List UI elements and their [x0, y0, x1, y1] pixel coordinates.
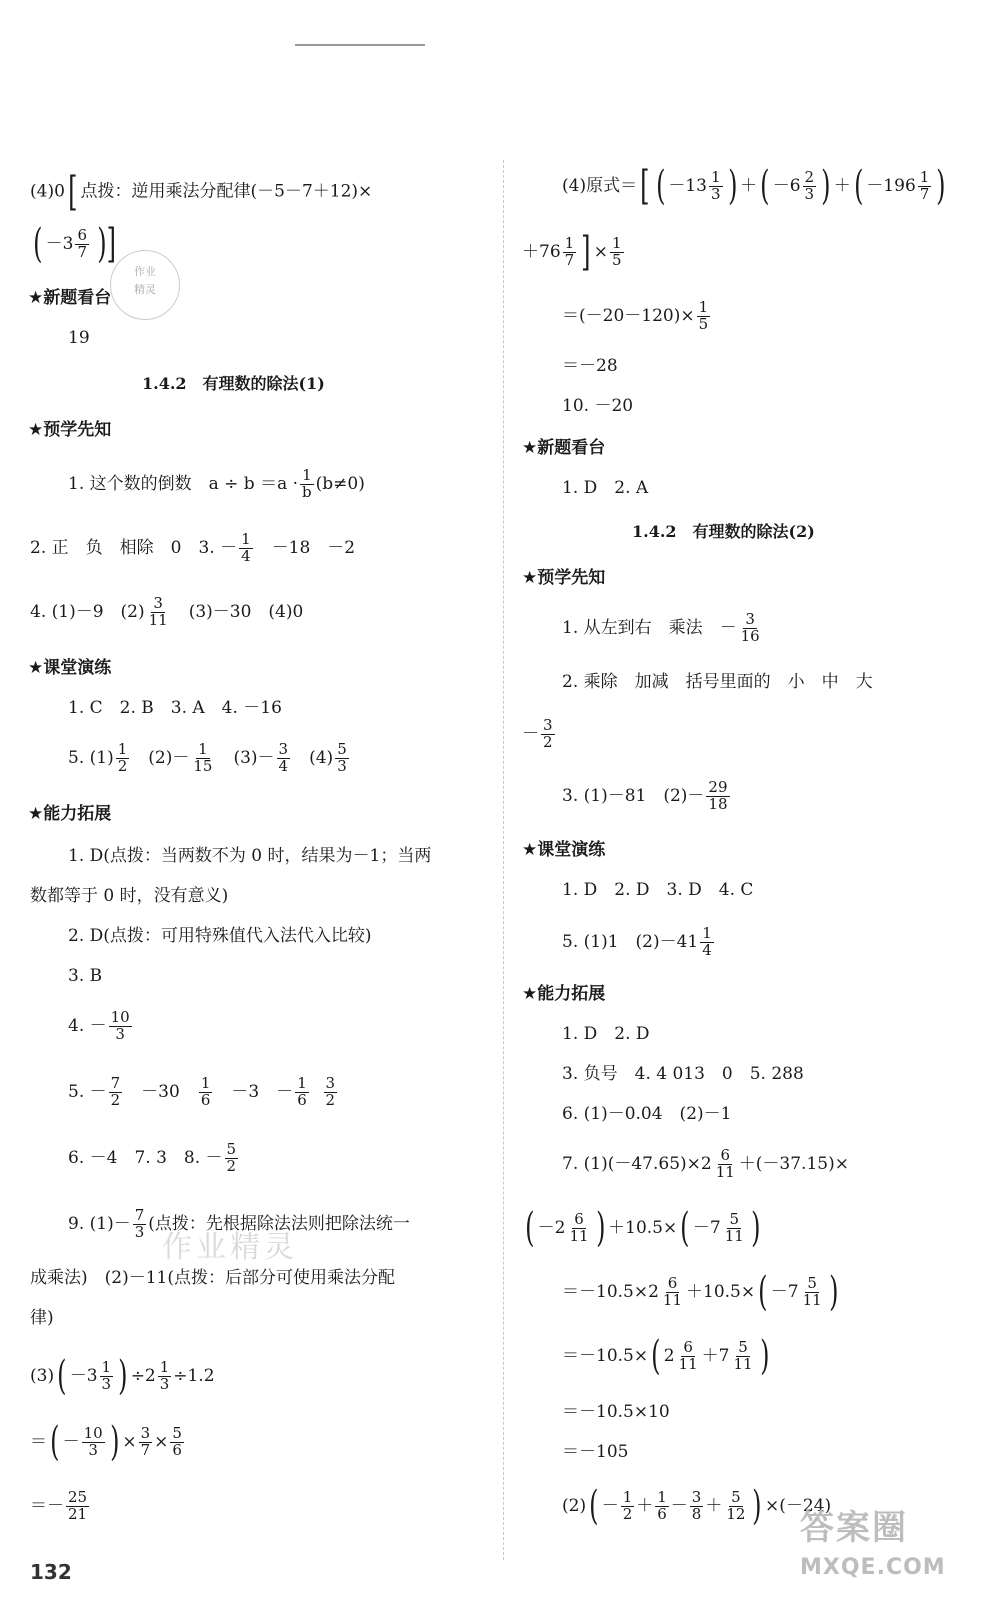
equation-line: (3)( －3 $\frac{1}{3}$ ) ÷2 $\frac{1}{3}$ ÷1.2: [30, 1353, 215, 1400]
fraction: $\frac{6}{11}$: [715, 1146, 735, 1181]
fraction: $\frac{5}{3}$: [337, 740, 347, 775]
fraction: $\frac{5}{2}$: [226, 1140, 237, 1175]
fraction: $\frac{1}{4}$: [241, 530, 251, 565]
fraction: $\frac{6}{7}$: [77, 226, 87, 261]
answer-line: 1. D 2. D 3. D 4. C: [562, 880, 754, 900]
fraction: $\frac{25}{21}$: [68, 1488, 88, 1523]
fraction: $\frac{1}{3}$: [710, 168, 721, 203]
right-column: [506, 0, 996, 1600]
answer-line: 5. (1) $\frac{1}{2}$ (2)－ $\frac{1}{15}$ (3)－ $\frac{3}{4}$ (4) $\frac{5}{3}$: [68, 740, 347, 775]
answer-line: 成乘法) (2)－11(点拨：后部分可使用乘法分配: [30, 1268, 395, 1288]
fraction: $\frac{1}{4}$: [702, 924, 712, 959]
watermark: 作业精灵: [162, 1230, 298, 1265]
fraction: $\frac{1}{2}$: [622, 1488, 633, 1523]
answer-line: 3. (1)－81 (2)－ $\frac{29}{18}$: [562, 778, 728, 813]
answer-line: 2. 正 负 相除 0 3. － $\frac{1}{4}$ －18 －2: [30, 530, 356, 565]
answer-line: 数都等于 0 时，没有意义): [30, 886, 229, 906]
bracket-open: [: [68, 169, 78, 215]
site-logo: [800, 1500, 990, 1595]
answer-line: 律): [30, 1308, 54, 1328]
fraction: $\frac{3}{16}$: [740, 610, 760, 645]
fraction: $\frac{5}{12}$: [726, 1488, 746, 1523]
section-heading: ★能力拓展: [28, 804, 112, 824]
fraction: $\frac{3}{8}$: [691, 1488, 702, 1523]
equation-line: (2)( － $\frac{1}{2}$ ＋ $\frac{1}{6}$ － $\frac{3}{8}$ ＋ $\frac{5}{12}$ ) ×(－24): [562, 1483, 832, 1530]
equation-line: ＝( － $\frac{10}{3}$ ) × $\frac{3}{7}$ × $\frac{5}{6}$: [30, 1419, 182, 1466]
answer-line: 1. D(点拨：当两数不为 0 时，结果为－1；当两: [68, 846, 432, 866]
equation-line: ＝－10.5×( 2 $\frac{6}{11}$ ＋7 $\frac{5}{11}$ ): [562, 1333, 770, 1380]
fraction: $\frac{3}{11}$: [148, 594, 168, 629]
logo-text: 答案圈: [800, 1508, 908, 1548]
fraction: $\frac{1}{2}$: [117, 740, 128, 775]
answer-line: 19: [68, 328, 90, 348]
equation-line: ＝－10.5×2 $\frac{6}{11}$ ＋10.5×( －7 $\frac{5}{11}$ ): [562, 1269, 839, 1316]
answer-line: 4. － $\frac{10}{3}$: [68, 1008, 130, 1043]
fraction: $\frac{6}{11}$: [569, 1210, 589, 1245]
answer-line: 2. 乘除 加减 括号里面的 小 中 大: [562, 672, 873, 692]
equation-line: ( －2 $\frac{6}{11}$ ) ＋10.5×( －7 $\frac{5}{11}$ ): [525, 1205, 761, 1252]
lesson-title: 1.4.2 有理数的除法(2): [632, 522, 815, 541]
answer-line: 3. 负号 4. 4 013 0 5. 288: [562, 1064, 804, 1084]
answer-4-line: [30, 169, 373, 215]
fraction: $\frac{1}{b}$: [302, 466, 312, 501]
fraction: $\frac{10}{3}$: [110, 1008, 130, 1043]
fraction: $\frac{6}{11}$: [678, 1338, 698, 1373]
equation-line: ＝－ $\frac{25}{21}$: [30, 1488, 88, 1523]
answer-line: 5. － $\frac{7}{2}$ －30 $\frac{1}{6}$ －3 － $\frac{1}{6}$ $\frac{3}{2}$: [68, 1074, 336, 1109]
text: －3: [45, 233, 74, 254]
fraction: $\frac{1}{3}$: [101, 1358, 112, 1393]
answer-line: 10. －20: [562, 396, 634, 416]
fraction: $\frac{3}{4}$: [278, 740, 289, 775]
answer-4-cont: [30, 221, 122, 268]
equation-line: (4)原式＝[ ( －13 $\frac{1}{3}$ ) ＋( －6 $\frac{2}{3}$ ) ＋( －196 $\frac{1}{7}$ ): [562, 163, 946, 210]
fraction: $\frac{10}{3}$: [83, 1424, 103, 1459]
fraction: $\frac{5}{6}$: [172, 1424, 182, 1459]
answer-line: 4. (1)－9 (2) $\frac{3}{11}$ (3)－30 (4)0: [30, 594, 304, 629]
fraction: $\frac{1}{5}$: [698, 298, 709, 333]
section-heading: ★新题看台: [522, 438, 606, 458]
paren-open: (: [33, 221, 43, 268]
equation-line: ＝－105: [562, 1442, 629, 1462]
fraction: $\frac{7}{2}$: [110, 1074, 121, 1109]
answer-line: 1. D 2. A: [562, 478, 649, 498]
section-heading: ★能力拓展: [522, 984, 606, 1004]
fraction: $\frac{5}{11}$: [802, 1274, 822, 1309]
equation-line: ＝－28: [562, 356, 618, 376]
fraction: $\frac{1}{5}$: [612, 234, 622, 269]
fraction: $\frac{5}{11}$: [733, 1338, 753, 1373]
fraction: $\frac{2}{3}$: [804, 168, 815, 203]
answer-line: 1. C 2. B 3. A 4. －16: [68, 698, 282, 718]
answer-line: － $\frac{3}{2}$: [522, 716, 553, 751]
section-heading: ★预学先知: [522, 568, 606, 588]
answer-line: 1. D 2. D: [562, 1024, 650, 1044]
fraction: $\frac{1}{6}$: [297, 1074, 307, 1109]
text: (4)0: [30, 181, 65, 202]
answer-line: 6. －4 7. 3 8. － $\frac{5}{2}$: [68, 1140, 237, 1175]
fraction: $\frac{1}{3}$: [159, 1358, 170, 1393]
fraction: $\frac{1}{6}$: [200, 1074, 211, 1109]
fraction: $\frac{29}{18}$: [708, 778, 728, 813]
section-heading: ★课堂演练: [522, 840, 606, 860]
paren-close: )]: [97, 221, 116, 268]
fraction: $\frac{3}{2}$: [543, 716, 553, 751]
answer-line: 1. 从左到右 乘法 － $\frac{3}{16}$: [562, 610, 760, 645]
fraction: $\frac{3}{2}$: [325, 1074, 336, 1109]
section-heading: ★预学先知: [28, 420, 112, 440]
lesson-title: 1.4.2 有理数的除法(1): [142, 374, 325, 393]
column-divider: [503, 160, 504, 1560]
fraction: $\frac{5}{11}$: [724, 1210, 744, 1245]
answer-line: 2. D(点拨：可用特殊值代入法代入比较): [68, 926, 372, 946]
equation-line: 7. (1)(－47.65)×2 $\frac{6}{11}$ ＋(－37.15)×: [562, 1146, 849, 1181]
fraction: $\frac{7}{3}$: [134, 1206, 145, 1241]
equation-line: ＝(－20－120)× $\frac{1}{5}$: [562, 298, 709, 333]
answer-line: 1. 这个数的倒数 a ÷ b ＝a · $\frac{1}{b}$ (b≠0): [68, 466, 365, 501]
stamp-image: 作业 精灵: [110, 250, 180, 320]
answer-line: 9. (1)－ $\frac{7}{3}$ (点拨：先根据除法法则把除法统一: [68, 1206, 410, 1241]
equation-line: ＋76 $\frac{1}{7}$ ] × $\frac{1}{5}$: [522, 229, 622, 276]
fraction: $\frac{1}{7}$: [919, 168, 930, 203]
fraction: $\frac{1}{7}$: [564, 234, 575, 269]
fraction: $\frac{1}{6}$: [657, 1488, 667, 1523]
answer-line: 5. (1)1 (2)－41 $\frac{1}{4}$: [562, 924, 712, 959]
answer-line: 6. (1)－0.04 (2)－1: [562, 1104, 732, 1124]
fraction: $\frac{6}{11}$: [662, 1274, 683, 1309]
fraction: $\frac{3}{7}$: [140, 1424, 151, 1459]
page-number: 132: [30, 1560, 72, 1584]
answer-line: 3. B: [68, 966, 103, 986]
logo-url: MXQE.COM: [800, 1555, 946, 1580]
fraction: $\frac{1}{15}$: [193, 740, 213, 775]
section-heading: ★新题看台: [28, 288, 112, 308]
equation-line: ＝－10.5×10: [562, 1402, 670, 1422]
hint-text: 点拨：逆用乘法分配律(－5－7＋12)×: [80, 181, 373, 202]
section-heading: ★课堂演练: [28, 658, 112, 678]
